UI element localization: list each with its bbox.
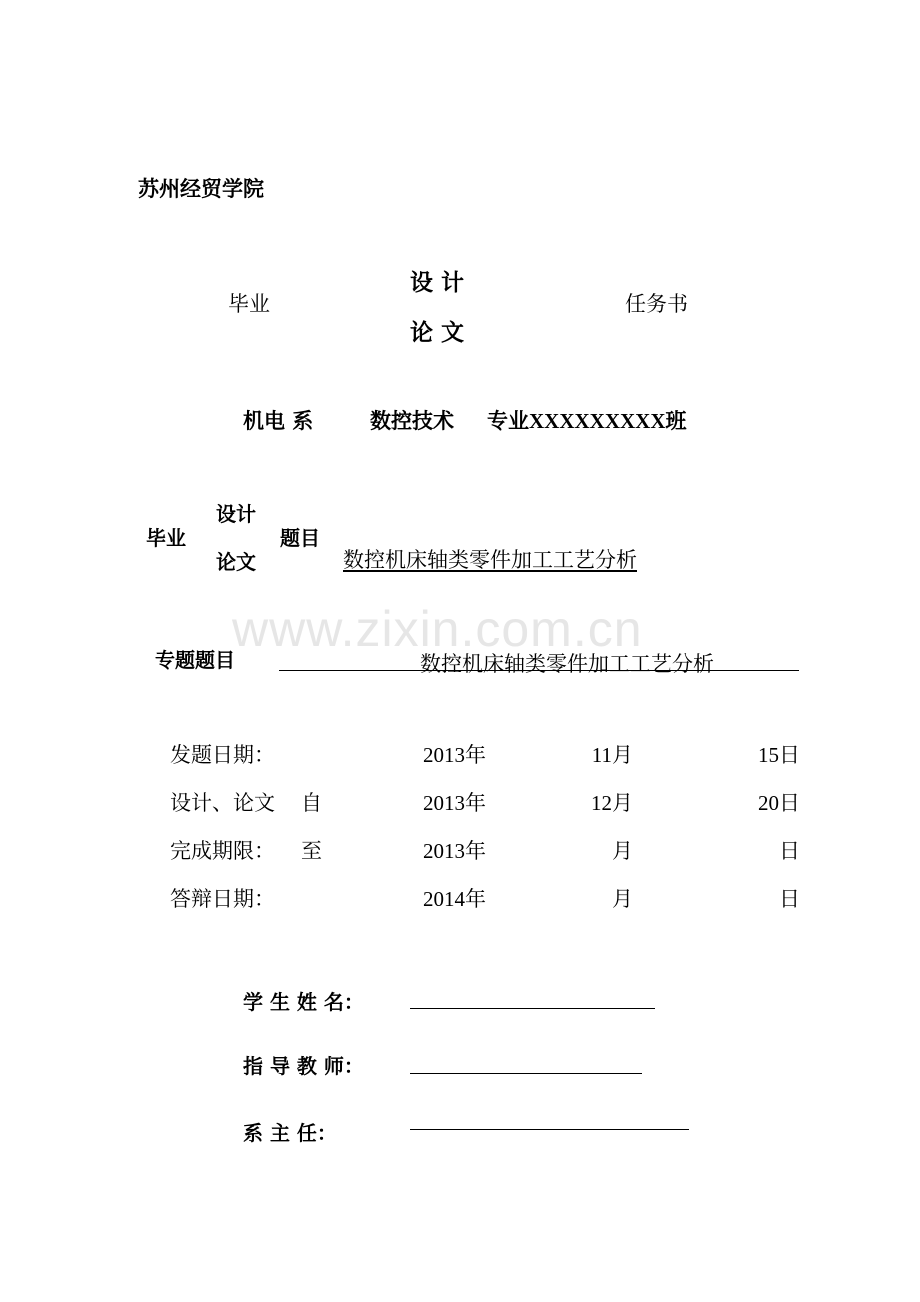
- date-year: 2013年: [423, 791, 486, 815]
- date-extra: 自: [301, 791, 322, 815]
- date-row-start: [170, 787, 800, 815]
- date-label: 完成期限：: [170, 839, 275, 863]
- topic-design: 设计: [216, 502, 256, 526]
- date-month: 12月: [591, 791, 633, 815]
- topic-value: 数控机床轴类零件加工工艺分析: [343, 548, 637, 572]
- topic-thesis: 论文: [216, 550, 256, 574]
- title-right: 任务书: [625, 292, 688, 316]
- topic-prefix: 毕业: [146, 526, 186, 550]
- title-bottom: 论 文: [410, 320, 465, 346]
- dept-head-line[interactable]: [410, 1129, 689, 1130]
- date-extra: 至: [301, 839, 322, 863]
- dept-head-label: 系 主 任：: [243, 1121, 337, 1145]
- special-topic-underline: [279, 670, 799, 671]
- advisor-label: 指 导 教 师：: [243, 1054, 364, 1078]
- date-row-defense: [170, 883, 800, 911]
- department: 机电 系: [243, 409, 314, 433]
- date-month: 月: [612, 887, 633, 911]
- special-topic-label: 专题题目: [155, 648, 235, 672]
- title-left: 毕业: [228, 292, 270, 316]
- class-name: 专业XXXXXXXXX班: [487, 409, 687, 433]
- student-name-label: 学 生 姓 名：: [243, 990, 364, 1014]
- student-name-line[interactable]: [410, 1008, 655, 1009]
- school-name: 苏州经贸学院: [138, 177, 264, 201]
- date-day: 15日: [758, 743, 800, 767]
- date-day: 日: [779, 839, 800, 863]
- watermark: www.zixin.com.cn: [232, 601, 643, 657]
- date-month: 11月: [591, 743, 633, 767]
- date-year: 2014年: [423, 887, 486, 911]
- date-month: 月: [612, 839, 633, 863]
- date-row-deadline: [170, 835, 800, 863]
- date-year: 2013年: [423, 743, 486, 767]
- title-top: 设 计: [410, 270, 465, 296]
- date-day: 日: [779, 887, 800, 911]
- advisor-line[interactable]: [410, 1073, 642, 1074]
- date-year: 2013年: [423, 839, 486, 863]
- date-day: 20日: [758, 791, 800, 815]
- date-label: 发题日期：: [170, 743, 275, 767]
- date-row-issue: [170, 739, 800, 767]
- date-label: 答辩日期：: [170, 887, 275, 911]
- special-topic-value: 数控机床轴类零件加工工艺分析: [420, 652, 714, 676]
- major: 数控技术: [370, 409, 454, 433]
- topic-label: 题目: [280, 526, 320, 550]
- date-label: 设计、论文: [170, 791, 275, 815]
